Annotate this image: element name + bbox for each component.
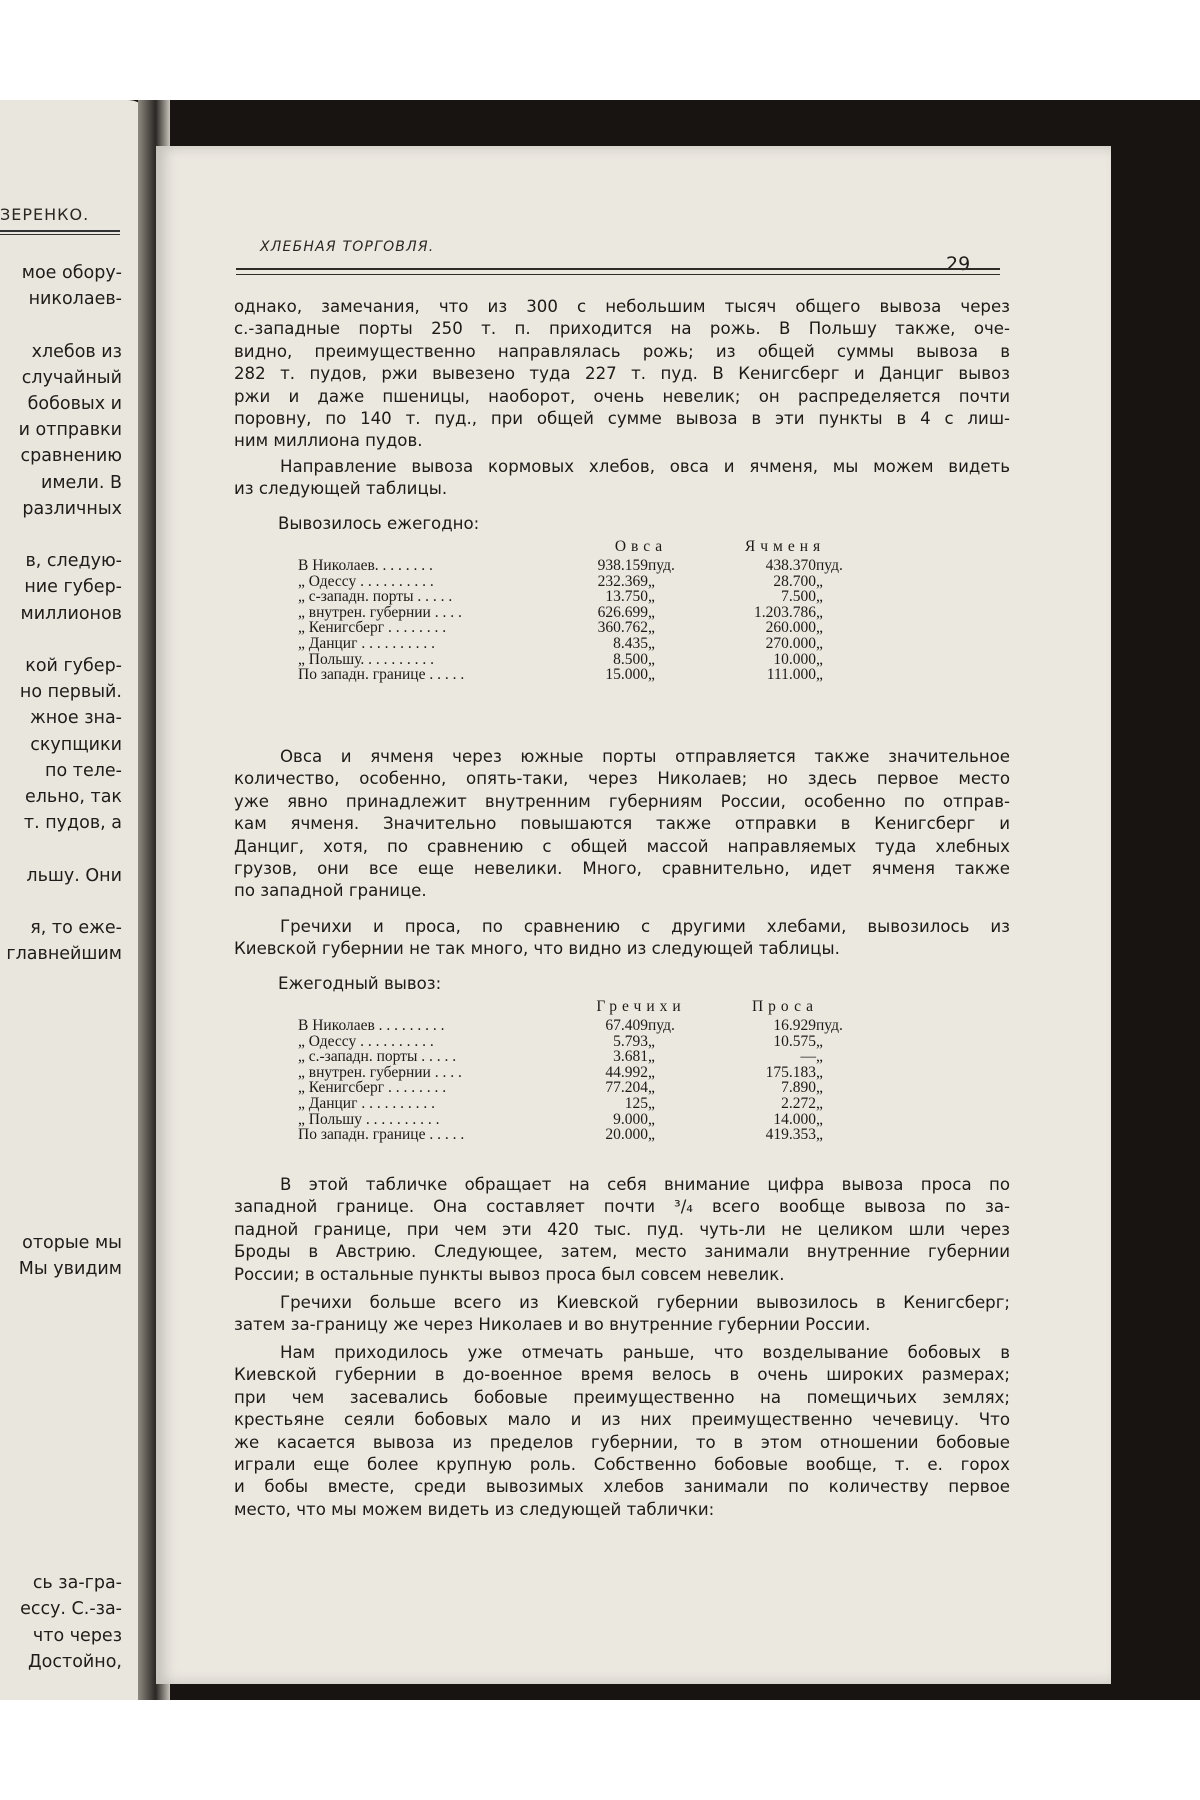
facing-page-line: имели. В xyxy=(40,472,122,493)
facing-page-line xyxy=(0,1151,122,1177)
table-cell-place: „ с-западн. порты . . . . . xyxy=(298,588,453,606)
table-cell-place: „ внутрен. губернии . . . . xyxy=(298,603,462,621)
table-cell-v2: 270.000 xyxy=(765,634,816,652)
facing-page-header: ЗЕРЕНКО. xyxy=(0,205,90,224)
table-cell-v2: 7.890 xyxy=(781,1079,816,1097)
table-row xyxy=(298,636,866,652)
text-line: с.-западные порты 250 т. п. приходится на рожь. В Польшу также, оче- xyxy=(234,319,1010,339)
table-cell-v2: 175.183 xyxy=(765,1063,816,1081)
table-cell-u2: пуд. xyxy=(816,557,843,574)
table-cell-v1: 626.699 xyxy=(597,603,648,621)
facing-page-line xyxy=(0,522,122,548)
table-cell-place: По западн. границе . . . . . xyxy=(298,666,465,684)
running-head: ХЛЕБНАЯ ТОРГОВЛЯ. xyxy=(260,239,435,255)
text-line: западной границе. Она составляет почти ³/₄ всего вообще вывоза по за- xyxy=(234,1197,1010,1217)
facing-page-line: ние губер- xyxy=(24,577,122,598)
table-cell-place: По западн. границе . . . . . xyxy=(298,1126,465,1144)
text-line: крестьяне сеяли бобовых мало и из них преимущественно чечевицу. Что xyxy=(234,1410,1010,1430)
table-cell-place: „ внутрен. губернии . . . . xyxy=(298,1063,462,1081)
facing-page-line: главнейшим xyxy=(6,944,122,965)
facing-page-line xyxy=(0,1072,122,1098)
facing-page-line: хлебов из xyxy=(31,341,122,362)
facing-page-line xyxy=(0,1203,122,1229)
text-line: Нам приходилось уже отмечать раньше, что возделывание бобовых в xyxy=(280,1343,1010,1362)
facing-page-line: сравнению xyxy=(20,446,122,467)
table-cell-place: „ Польшу . . . . . . . . . . xyxy=(298,1110,440,1128)
table-row xyxy=(298,620,866,636)
table-cell-u1: „ xyxy=(648,1063,655,1081)
facing-page-line xyxy=(0,967,122,993)
table-cell-u1: „ xyxy=(648,666,655,684)
table-cell-v2: 14.000 xyxy=(773,1110,816,1128)
text-line: затем за-границу же через Николаев и во внутренние губернии России. xyxy=(234,1315,871,1335)
text-line: Данциг, хотя, по сравнению с общей массой направляемых туда хлебных xyxy=(234,836,1010,856)
table-cell-u1: „ xyxy=(648,650,655,668)
text-line: уже явно принадлежит внутренним губерниям России, особенно по отправ- xyxy=(234,791,1010,811)
table-row xyxy=(298,558,866,574)
header-rule xyxy=(236,268,1000,275)
table-cell-v1: 77.204 xyxy=(605,1079,648,1097)
text-line: количество, особенно, опять-таки, через Николаев; но здесь первое место xyxy=(234,769,1010,789)
table-cell-v1: 360.762 xyxy=(597,619,648,637)
table-row xyxy=(298,1096,866,1112)
table-cell-v2: 10.575 xyxy=(773,1032,816,1050)
facing-page-line: что через xyxy=(32,1625,122,1646)
table-cell-v1: 44.992 xyxy=(605,1063,648,1081)
table-cell-place: „ с.-западн. порты . . . . . xyxy=(298,1048,457,1066)
table-cell-u1: „ xyxy=(648,1094,655,1112)
text-line: Гречихи и проса, по сравнению с другими хлебами, вывозилось из xyxy=(280,917,1010,936)
table-cell-place: В Николаев. . . . . . . . xyxy=(298,557,433,574)
text-line: при чем засевались бобовые преимущественно на помещичьих землях; xyxy=(234,1387,1010,1407)
table-cell-u1: „ xyxy=(648,1110,655,1128)
text-line: 282 т. пудов, ржи вывезено туда 227 т. пуд. В Кенигсберг и Данциг вывоз xyxy=(234,364,1010,384)
facing-page-line xyxy=(0,627,122,653)
text-line: России; в остальные пункты вывоз проса был совсем невелик. xyxy=(234,1264,785,1284)
facing-page-line xyxy=(0,994,122,1020)
table1-header-blank xyxy=(298,538,578,558)
table-cell-u2: „ xyxy=(816,572,823,590)
table-cell-u1: „ xyxy=(648,603,655,621)
table-cell-place: „ Польшу. . . . . . . . . . xyxy=(298,650,435,668)
facing-page-line: бобовых и xyxy=(27,394,122,415)
table-cell-u1: пуд. xyxy=(648,557,675,574)
table-cell-u2: „ xyxy=(816,634,823,652)
paragraph-1 xyxy=(234,296,1010,453)
facing-page-line: Мы увидим xyxy=(18,1258,122,1279)
table-cell-place: „ Одессу . . . . . . . . . . xyxy=(298,1032,434,1050)
text-line: и бобы вместе, среди вывозимых хлебов занимали по количеству первое xyxy=(234,1477,1010,1497)
table-cell-place: „ Кенигсберг . . . . . . . . xyxy=(298,619,447,637)
table-cell-u2: „ xyxy=(816,603,823,621)
table2-body xyxy=(298,1018,866,1143)
table-cell-u1: „ xyxy=(648,634,655,652)
table-cell-u1: „ xyxy=(648,1048,655,1066)
text-line: Киевской губернии не так много, что видно из следующей таблицы. xyxy=(234,939,840,959)
facing-page-line xyxy=(0,836,122,862)
paragraph-6 xyxy=(234,1292,1010,1337)
text-line: же касается вывоза из пределов губернии, то в этом отношении бобовые xyxy=(234,1432,1010,1452)
text-line: видно, преимущественно направлялась рожь; из общей суммы вывоза в xyxy=(234,341,1010,361)
facing-page-line: жное зна- xyxy=(29,708,122,729)
table-row xyxy=(298,589,866,605)
table-cell-u1: „ xyxy=(648,619,655,637)
table-cell-u2: „ xyxy=(816,1063,823,1081)
table-cell-u2: „ xyxy=(816,1094,823,1112)
facing-page-line: но первый. xyxy=(19,682,122,703)
facing-page-line: скупщики xyxy=(30,734,122,755)
facing-page-line xyxy=(0,1465,122,1491)
facing-page-line: ельно, так xyxy=(24,787,122,808)
table-cell-place: В Николаев . . . . . . . . . xyxy=(298,1017,445,1034)
facing-page-line: в, следую- xyxy=(25,551,122,572)
table-cell-v2: 10.000 xyxy=(773,650,816,668)
facing-page-line xyxy=(0,1334,122,1360)
table-cell-u2: „ xyxy=(816,1126,823,1144)
facing-page-line xyxy=(0,1282,122,1308)
facing-page-text xyxy=(0,260,122,1675)
table-cell-v2: 28.700 xyxy=(773,572,816,590)
table-cell-v1: 125 xyxy=(624,1094,648,1112)
text-line: грузов, они все еще невелики. Много, сравнительно, идет ячменя также xyxy=(234,859,1010,879)
table-cell-place: „ Кенигсберг . . . . . . . . xyxy=(298,1079,447,1097)
facing-page-line xyxy=(0,1099,122,1125)
table1-header-oats: Овса xyxy=(614,538,668,555)
text-line: по западной границе. xyxy=(234,881,427,901)
table-cell-v1: 5.793 xyxy=(613,1032,648,1050)
paragraph-3 xyxy=(234,746,1010,903)
facing-page-line xyxy=(0,312,122,338)
facing-page-line xyxy=(0,1544,122,1570)
facing-page-line: сь за-гра- xyxy=(32,1573,122,1594)
table-cell-v2: 260.000 xyxy=(765,619,816,637)
facing-page-line: случайный xyxy=(21,367,122,388)
table-cell-u2: „ xyxy=(816,650,823,668)
text-line: Направление вывоза кормовых хлебов, овса и ячменя, мы можем видеть xyxy=(280,457,1010,476)
paragraph-4 xyxy=(234,916,1010,961)
paragraph-2 xyxy=(234,456,1010,501)
table-cell-v1: 13.750 xyxy=(605,588,648,606)
table-row xyxy=(298,1065,866,1081)
text-line: Гречихи больше всего из Киевской губернии вывозилось в Кенигсберг; xyxy=(280,1293,1010,1312)
facing-page-line: оторые мы xyxy=(22,1232,122,1253)
table-row xyxy=(298,1018,866,1034)
text-line: кам ячменя. Значительно повышаются также отправки в Кенигсберг и xyxy=(234,814,1010,834)
table-row xyxy=(298,1127,866,1143)
table1-body xyxy=(298,558,866,683)
table-cell-v1: 20.000 xyxy=(605,1126,648,1144)
facing-page-line: Достойно, xyxy=(28,1651,122,1672)
facing-page-line xyxy=(0,1308,122,1334)
facing-page-line xyxy=(0,1439,122,1465)
table-cell-u1: „ xyxy=(648,1126,655,1144)
table-cell-v2: 16.929 xyxy=(773,1017,816,1034)
table2-intro: Ежегодный вывоз: xyxy=(278,974,442,993)
table-row xyxy=(298,667,866,683)
text-line: Броды в Австрию. Следующее, затем, место занимали внутренние губернии xyxy=(234,1242,1010,1262)
table-cell-v2: 438.370 xyxy=(765,557,816,574)
table-cell-v1: 232.369 xyxy=(597,572,648,590)
table-row xyxy=(298,1080,866,1096)
table1-intro: Вывозилось ежегодно: xyxy=(278,514,480,533)
table-buckwheat-millet xyxy=(298,998,866,1143)
facing-page-line xyxy=(0,1518,122,1544)
facing-page-rule xyxy=(0,230,120,235)
page-number: 29 xyxy=(946,253,971,275)
text-line: место, что мы можем видеть из следующей таблички: xyxy=(234,1499,715,1519)
table-row xyxy=(298,605,866,621)
facing-page-line: т. пудов, а xyxy=(23,813,122,834)
facing-page-line: льшу. Они xyxy=(26,865,122,886)
table-row xyxy=(298,1112,866,1128)
facing-page-line xyxy=(0,1492,122,1518)
facing-page-line: я, то еже- xyxy=(30,918,122,939)
book-page xyxy=(156,146,1111,1684)
text-line: ним миллиона пудов. xyxy=(234,431,423,451)
table-cell-v2: 111.000 xyxy=(766,666,816,684)
text-line: падной границе, при чем эти 420 тыс. пуд. чуть-ли не целиком шли через xyxy=(234,1219,1010,1239)
facing-page-line: мое обору- xyxy=(21,263,122,283)
table-cell-v1: 938.159 xyxy=(597,557,648,574)
facing-page-line: ессу. С.-за- xyxy=(20,1599,122,1620)
facing-page-line: миллионов xyxy=(20,603,122,624)
table-cell-u2: „ xyxy=(816,1110,823,1128)
table2-header-buckwheat: Гречихи xyxy=(596,998,686,1015)
table-cell-v1: 8.435 xyxy=(613,634,648,652)
table-cell-place: „ Данциг . . . . . . . . . . xyxy=(298,1094,435,1112)
facing-page-line xyxy=(0,1387,122,1413)
table-cell-u2: „ xyxy=(816,619,823,637)
table-cell-u2: „ xyxy=(816,588,823,606)
paragraph-5 xyxy=(234,1174,1010,1286)
table-cell-place: „ Одессу . . . . . . . . . . xyxy=(298,572,434,590)
table1-header-barley: Ячменя xyxy=(744,538,826,555)
paragraph-7 xyxy=(234,1342,1010,1521)
facing-page-line xyxy=(0,1361,122,1387)
facing-page-line: кой губер- xyxy=(25,656,122,677)
table-row xyxy=(298,1049,866,1065)
table-cell-u2: „ xyxy=(816,1079,823,1097)
table-cell-v2: 2.272 xyxy=(781,1094,816,1112)
facing-page-line: николаев- xyxy=(28,289,122,310)
facing-page xyxy=(0,100,158,1700)
table-oats-barley xyxy=(298,538,866,683)
facing-page-line: и отправки xyxy=(18,420,122,441)
table-cell-v1: 9.000 xyxy=(613,1110,648,1128)
text-line: из следующей таблицы. xyxy=(234,479,448,499)
table-row xyxy=(298,1034,866,1050)
table-cell-u1: „ xyxy=(648,572,655,590)
facing-page-line: различных xyxy=(22,498,122,519)
facing-page-line xyxy=(0,1177,122,1203)
table-cell-v2: — xyxy=(800,1048,816,1066)
table-cell-u2: „ xyxy=(816,1048,823,1066)
text-line: Овса и ячменя через южные порты отправляется также значительное xyxy=(280,747,1010,766)
table-cell-u1: пуд. xyxy=(648,1017,675,1034)
facing-page-line xyxy=(0,1125,122,1151)
table-cell-v1: 15.000 xyxy=(605,666,648,684)
table-cell-v2: 1.203.786 xyxy=(754,603,816,621)
facing-page-line: по теле- xyxy=(45,760,122,781)
table-cell-v2: 7.500 xyxy=(781,588,816,606)
facing-page-line xyxy=(0,889,122,915)
facing-page-line xyxy=(0,1020,122,1046)
table-cell-v1: 8.500 xyxy=(613,650,648,668)
text-line: однако, замечания, что из 300 с небольшим тысяч общего вывоза через xyxy=(234,297,1010,316)
table-cell-u1: „ xyxy=(648,1079,655,1097)
facing-page-line xyxy=(0,1413,122,1439)
text-line: ржи и даже пшеницы, наоборот, очень невелик; он распределяется почти xyxy=(234,386,1010,406)
table2-header-millet: Проса xyxy=(751,998,819,1015)
table-cell-place: „ Данциг . . . . . . . . . . xyxy=(298,634,435,652)
table-row xyxy=(298,652,866,668)
table-row xyxy=(298,574,866,590)
table-cell-v1: 67.409 xyxy=(605,1017,648,1034)
facing-page-line xyxy=(0,1046,122,1072)
table-cell-v1: 3.681 xyxy=(613,1048,648,1066)
text-line: В этой табличке обращает на себя внимание цифра вывоза проса по xyxy=(280,1175,1010,1194)
table-cell-u2: „ xyxy=(816,666,823,684)
text-line: поровну, по 140 т. пуд., при общей сумме вывоза в эти пункты в 4 с лиш- xyxy=(234,409,1010,429)
text-line: Киевской губернии в до-военное время велось в очень широких размерах; xyxy=(234,1365,1010,1385)
table2-header-blank xyxy=(298,998,578,1018)
table-cell-u2: пуд. xyxy=(816,1017,843,1034)
table-cell-u2: „ xyxy=(816,1032,823,1050)
table-cell-u1: „ xyxy=(648,588,655,606)
table-cell-u1: „ xyxy=(648,1032,655,1050)
text-line: играли еще более крупную роль. Собственно бобовые вообще, т. е. горох xyxy=(234,1455,1010,1475)
table-cell-v2: 419.353 xyxy=(765,1126,816,1144)
